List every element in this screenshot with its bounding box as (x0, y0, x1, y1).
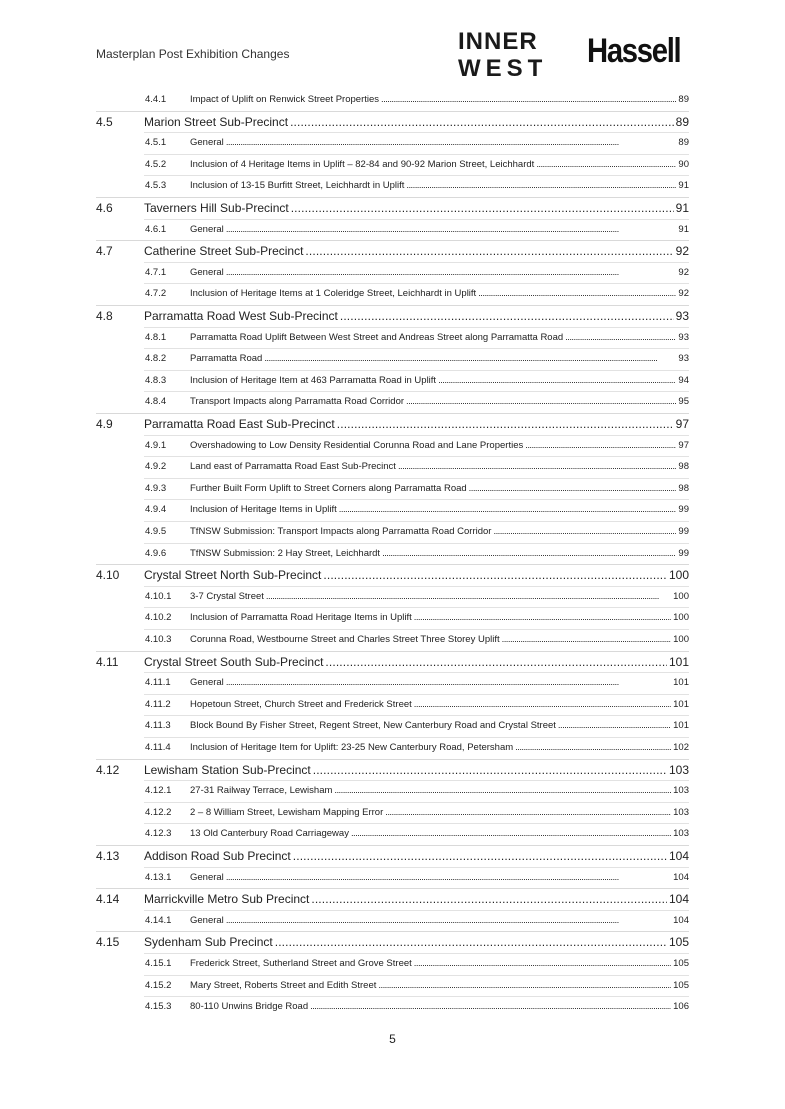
toc-subsection-entry[interactable] (0, 224, 785, 246)
toc-entry-title: General (190, 677, 224, 689)
toc-dot-leader (226, 137, 677, 148)
toc-entry-page: 99 (678, 526, 689, 537)
toc-entry-page: 103 (673, 806, 689, 818)
toc-subsection-entry[interactable] (0, 915, 785, 937)
toc-entry-page: 104 (668, 892, 689, 907)
toc-entry-title: Inclusion of Heritage Items at 1 Coleridge Street, Leichhardt in Uplift (190, 288, 477, 300)
toc-dot-leader (378, 980, 671, 991)
toc-entry-page: 90 (678, 158, 689, 170)
toc-subsection-entry[interactable] (0, 526, 785, 548)
toc-entry-number: 4.6.1 (145, 223, 167, 235)
toc-subsection-entry[interactable] (0, 353, 785, 375)
toc-dot-leader (226, 677, 671, 688)
toc-entry-title: Inclusion of Parramatta Road Heritage Items in Uplift (190, 612, 412, 624)
toc-entry-number: 4.8.3 (145, 374, 167, 386)
toc-entry-page: 103 (668, 762, 689, 777)
toc-entry-title: Marion Street Sub-Precinct (144, 114, 289, 129)
toc-entry-page: 91 (678, 180, 689, 192)
toc-entry-page: 103 (673, 785, 689, 797)
toc-entry-page: 93 (678, 331, 689, 343)
toc-entry-page: 93 (678, 353, 689, 365)
page-number: 5 (389, 1032, 396, 1046)
section-divider (96, 413, 689, 414)
section-divider (96, 651, 689, 652)
toc-entry-title: General (190, 266, 224, 278)
toc-subsection-entry[interactable] (0, 958, 785, 980)
toc-subsection-entry[interactable] (0, 504, 785, 526)
subsection-divider (144, 219, 689, 220)
toc-entry-number: 4.9.1 (145, 439, 167, 451)
toc-entry-number: 4.15 (96, 935, 120, 950)
toc-entry-title: Further Built Form Uplift to Street Corners along Parramatta Road (190, 482, 467, 494)
subsection-divider (144, 780, 689, 781)
subsection-divider (144, 867, 689, 868)
toc-entry-title: Land east of Parramatta Road East Sub-Precinct (190, 461, 396, 473)
toc-dot-leader (414, 612, 671, 623)
toc-entry-page: 92 (678, 266, 689, 278)
toc-dot-leader (502, 634, 672, 645)
toc-dot-leader (293, 849, 667, 863)
toc-entry-number: 4.11.4 (145, 742, 171, 753)
subsection-divider (144, 175, 689, 176)
toc-subsection-entry[interactable] (0, 720, 785, 742)
toc-entry-page: 89 (678, 137, 689, 149)
toc-entry-number: 4.10.1 (145, 590, 172, 602)
toc-entry-page: 92 (678, 288, 689, 300)
subsection-divider (144, 823, 689, 824)
toc-entry-number: 4.11.1 (145, 677, 171, 689)
toc-entry-number: 4.11 (96, 654, 119, 669)
toc-entry-title: Inclusion of 4 Heritage Items in Uplift – 82-84 and 90-92 Marion Street, Leichhardt (190, 158, 535, 170)
toc-entry-page: 93 (675, 309, 689, 323)
toc-entry-number: 4.8.2 (145, 353, 167, 365)
toc-entry-title: Parramatta Road (190, 353, 263, 365)
toc-entry-page: 104 (673, 871, 689, 883)
document-header-title: Masterplan Post Exhibition Changes (96, 47, 290, 61)
toc-entry-title: General (190, 223, 224, 235)
toc-dot-leader (478, 288, 676, 299)
toc-entry-title: 80-110 Unwins Bridge Road (190, 1001, 309, 1013)
toc-dot-leader (323, 568, 667, 582)
toc-entry-number: 4.5 (96, 114, 113, 129)
toc-entry-number: 4.15.1 (145, 958, 172, 969)
section-divider (96, 564, 689, 565)
toc-dot-leader (351, 828, 671, 839)
toc-entry-number: 4.10 (96, 568, 120, 583)
toc-dot-leader (290, 115, 674, 129)
toc-entry-page: 95 (678, 396, 689, 408)
toc-entry-page: 104 (668, 849, 689, 863)
toc-entry-page: 98 (678, 461, 689, 473)
toc-subsection-entry[interactable] (0, 634, 785, 656)
subsection-divider (144, 996, 689, 997)
toc-entry-number: 4.7.2 (145, 288, 167, 300)
subsection-divider (144, 456, 689, 457)
toc-dot-leader (325, 655, 667, 669)
toc-entry-page: 100 (668, 568, 689, 583)
toc-entry-page: 99 (678, 547, 689, 559)
toc-dot-leader (558, 720, 671, 731)
toc-entry-page: 102 (673, 742, 689, 753)
toc-entry-page: 100 (673, 612, 689, 624)
toc-entry-title: Sydenham Sub Precinct (144, 935, 273, 950)
toc-dot-leader (398, 461, 676, 472)
toc-entry-page: 89 (675, 114, 689, 129)
toc-dot-leader (226, 872, 671, 883)
toc-entry-number: 4.6 (96, 201, 113, 215)
toc-entry-page: 89 (678, 94, 689, 105)
toc-dot-leader (414, 958, 671, 969)
toc-entry-page: 97 (675, 417, 689, 431)
toc-entry-title: Inclusion of Heritage Item for Uplift: 23-25 New Canterbury Road, Petersham (190, 742, 514, 753)
subsection-divider (144, 327, 689, 328)
toc-entry-title: Mary Street, Roberts Street and Edith Street (190, 979, 377, 991)
toc-entry-title: TfNSW Submission: Transport Impacts along Parramatta Road Corridor (190, 526, 492, 537)
toc-entry-number: 4.13 (96, 849, 120, 863)
toc-entry-number: 4.7.1 (145, 266, 167, 278)
toc-entry-title: General (190, 137, 224, 149)
toc-entry-page: 98 (678, 482, 689, 494)
toc-subsection-entry[interactable] (0, 980, 785, 1002)
toc-entry-page: 100 (673, 590, 689, 602)
toc-subsection-entry[interactable] (0, 396, 785, 418)
section-divider (96, 240, 689, 241)
subsection-divider (144, 262, 689, 263)
toc-entry-title: Parramatta Road Uplift Between West Street and Andreas Street along Parramatta Road (190, 331, 564, 343)
subsection-divider (144, 154, 689, 155)
toc-entry-number: 4.9.4 (145, 504, 167, 516)
toc-entry-number: 4.8.4 (145, 396, 167, 408)
toc-entry-number: 4.9.3 (145, 482, 167, 494)
toc-dot-leader (311, 892, 667, 906)
toc-dot-leader (382, 548, 676, 559)
toc-entry-title: Transport Impacts along Parramatta Road Corridor (190, 396, 405, 408)
toc-entry-title: Addison Road Sub Precinct (144, 849, 291, 863)
toc-entry-number: 4.9.6 (145, 547, 167, 559)
toc-entry-title: Block Bound By Fisher Street, Regent Street, New Canterbury Road and Crystal Street (190, 720, 556, 732)
toc-entry-title: Corunna Road, Westbourne Street and Charles Street Three Storey Uplift (190, 634, 500, 645)
toc-subsection-entry[interactable] (0, 288, 785, 310)
toc-dot-leader (266, 591, 671, 602)
toc-dot-leader (291, 201, 674, 215)
toc-entry-title: General (190, 871, 224, 883)
subsection-divider (144, 737, 689, 738)
toc-entry-number: 4.5.1 (145, 137, 167, 149)
toc-entry-title: Parramatta Road East Sub-Precinct (144, 417, 335, 431)
toc-subsection-entry[interactable] (0, 591, 785, 613)
toc-entry-number: 4.5.3 (145, 180, 167, 192)
toc-entry-number: 4.9.2 (145, 461, 167, 473)
toc-subsection-entry[interactable] (0, 548, 785, 570)
toc-entry-title: 3-7 Crystal Street (190, 590, 264, 602)
toc-subsection-entry[interactable] (0, 137, 785, 159)
toc-dot-leader (339, 504, 677, 515)
toc-subsection-entry[interactable] (0, 375, 785, 397)
subsection-divider (144, 478, 689, 479)
toc-dot-leader (226, 224, 677, 235)
toc-entry-number: 4.8.1 (145, 331, 167, 343)
toc-subsection-entry[interactable] (0, 1001, 785, 1023)
toc-subsection-entry[interactable] (0, 677, 785, 699)
toc-dot-leader (525, 440, 676, 451)
subsection-divider (144, 715, 689, 716)
toc-entry-number: 4.10.3 (145, 634, 172, 645)
toc-entry-title: 2 – 8 William Street, Lewisham Mapping Error (190, 806, 384, 818)
toc-entry-page: 91 (675, 201, 689, 215)
toc-entry-title: TfNSW Submission: 2 Hay Street, Leichhardt (190, 547, 381, 559)
toc-subsection-entry[interactable] (0, 785, 785, 807)
section-divider (96, 197, 689, 198)
toc-dot-leader (438, 375, 676, 386)
toc-entry-number: 4.14 (96, 892, 120, 907)
toc-subsection-entry[interactable] (0, 872, 785, 894)
toc-entry-number: 4.12.3 (145, 828, 172, 840)
toc-subsection-entry[interactable] (0, 332, 785, 354)
toc-entry-title: Frederick Street, Sutherland Street and Grove Street (190, 958, 412, 969)
toc-entry-number: 4.15.3 (145, 1001, 172, 1013)
toc-entry-title: Lewisham Station Sub-Precinct (144, 762, 311, 777)
toc-entry-number: 4.10.2 (145, 612, 172, 624)
inner-west-logo (458, 27, 558, 79)
subsection-divider (144, 586, 689, 587)
section-divider (96, 305, 689, 306)
toc-dot-leader (565, 332, 676, 343)
subsection-divider (144, 435, 689, 436)
toc-subsection-entry[interactable] (0, 180, 785, 202)
toc-entry-page: 101 (668, 654, 689, 669)
toc-entry-title: Inclusion of Heritage Item at 463 Parramatta Road in Uplift (190, 374, 437, 386)
toc-entry-title: Crystal Street North Sub-Precinct (144, 568, 322, 583)
toc-entry-page: 105 (673, 979, 689, 991)
toc-entry-title: 13 Old Canterbury Road Carriageway (190, 828, 349, 840)
subsection-divider (144, 543, 689, 544)
subsection-divider (144, 607, 689, 608)
subsection-divider (144, 975, 689, 976)
toc-entry-page: 106 (673, 1001, 689, 1013)
subsection-divider (144, 802, 689, 803)
toc-dot-leader (226, 915, 671, 926)
toc-dot-leader (414, 699, 671, 710)
toc-dot-leader (264, 353, 676, 364)
toc-subsection-entry[interactable] (0, 699, 785, 721)
toc-subsection-entry[interactable] (0, 159, 785, 181)
subsection-divider (144, 499, 689, 500)
toc-subsection-entry[interactable] (0, 483, 785, 505)
toc-dot-leader (406, 396, 676, 407)
toc-entry-number: 4.12.1 (145, 785, 172, 797)
toc-subsection-entry[interactable] (0, 742, 785, 764)
toc-entry-number: 4.8 (96, 309, 113, 323)
toc-dot-leader (381, 94, 676, 105)
logo-line-2: WEST (458, 55, 548, 79)
subsection-divider (144, 391, 689, 392)
section-divider (96, 931, 689, 932)
toc-entry-title: Taverners Hill Sub-Precinct (144, 201, 289, 215)
subsection-divider (144, 672, 689, 673)
toc-subsection-entry[interactable] (0, 267, 785, 289)
toc-entry-number: 4.7 (96, 244, 113, 259)
toc-entry-number: 4.11.3 (145, 720, 171, 732)
toc-dot-leader (515, 742, 671, 753)
toc-entry-page: 101 (673, 677, 689, 689)
toc-entry-title: Inclusion of 13-15 Burfitt Street, Leichhardt in Uplift (190, 180, 405, 192)
toc-subsection-entry[interactable] (0, 612, 785, 634)
toc-dot-leader (493, 526, 676, 537)
toc-subsection-entry[interactable] (0, 440, 785, 462)
toc-entry-page: 92 (675, 244, 689, 259)
toc-dot-leader (226, 267, 677, 278)
toc-dot-leader (310, 1001, 671, 1012)
toc-entry-page: 101 (673, 720, 689, 732)
toc-entry-title: 27-31 Railway Terrace, Lewisham (190, 785, 333, 797)
toc-entry-title: Impact of Uplift on Renwick Street Properties (190, 94, 380, 105)
toc-entry-number: 4.15.2 (145, 979, 172, 991)
section-divider (96, 845, 689, 846)
toc-entry-page: 103 (673, 828, 689, 840)
section-divider (96, 759, 689, 760)
toc-subsection-entry[interactable] (0, 94, 785, 116)
toc-subsection-entry[interactable] (0, 807, 785, 829)
toc-entry-number: 4.4.1 (145, 94, 167, 105)
subsection-divider (144, 283, 689, 284)
toc-dot-leader (275, 935, 667, 949)
toc-entry-title: Marrickville Metro Sub Precinct (144, 892, 310, 907)
subsection-divider (144, 132, 689, 133)
toc-entry-number: 4.9 (96, 417, 113, 431)
toc-dot-leader (337, 417, 674, 431)
toc-entry-title: General (190, 914, 224, 926)
toc-entry-title: Catherine Street Sub-Precinct (144, 244, 304, 259)
toc-dot-leader (469, 483, 677, 494)
toc-subsection-entry[interactable] (0, 461, 785, 483)
toc-dot-leader (536, 159, 676, 170)
toc-dot-leader (385, 807, 671, 818)
toc-entry-page: 105 (668, 935, 689, 950)
toc-entry-page: 91 (678, 223, 689, 235)
toc-entry-page: 105 (673, 958, 689, 969)
toc-entry-page: 97 (678, 439, 689, 451)
toc-dot-leader (334, 785, 671, 796)
logo-line-1: INNER (458, 28, 538, 55)
toc-entry-number: 4.13.1 (145, 871, 172, 883)
toc-entry-page: 94 (678, 374, 689, 386)
toc-entry-number: 4.12.2 (145, 806, 172, 818)
toc-entry-title: Parramatta Road West Sub-Precinct (144, 309, 338, 323)
toc-entry-number: 4.11.2 (145, 698, 171, 710)
toc-dot-leader (305, 244, 673, 258)
subsection-divider (144, 521, 689, 522)
toc-entry-title: Inclusion of Heritage Items in Uplift (190, 504, 337, 516)
toc-subsection-entry[interactable] (0, 828, 785, 850)
toc-entry-title: Overshadowing to Low Density Residential Corunna Road and Lane Properties (190, 439, 524, 451)
section-divider (96, 111, 689, 112)
toc-dot-leader (340, 309, 674, 323)
subsection-divider (144, 370, 689, 371)
subsection-divider (144, 348, 689, 349)
subsection-divider (144, 694, 689, 695)
subsection-divider (144, 953, 689, 954)
toc-entry-title: Hopetoun Street, Church Street and Frederick Street (190, 698, 412, 710)
toc-entry-title: Crystal Street South Sub-Precinct (144, 654, 324, 669)
section-divider (96, 888, 689, 889)
toc-dot-leader (406, 180, 676, 191)
toc-entry-number: 4.5.2 (145, 158, 167, 170)
subsection-divider (144, 910, 689, 911)
hassell-logo: Hassell (587, 32, 681, 70)
toc-entry-page: 101 (673, 698, 689, 710)
toc-entry-number: 4.14.1 (145, 914, 172, 926)
toc-entry-number: 4.9.5 (145, 526, 167, 537)
toc-entry-page: 100 (673, 634, 689, 645)
toc-entry-number: 4.12 (96, 762, 120, 777)
toc-dot-leader (313, 763, 667, 777)
subsection-divider (144, 629, 689, 630)
toc-entry-page: 104 (673, 914, 689, 926)
toc-entry-page: 99 (678, 504, 689, 516)
